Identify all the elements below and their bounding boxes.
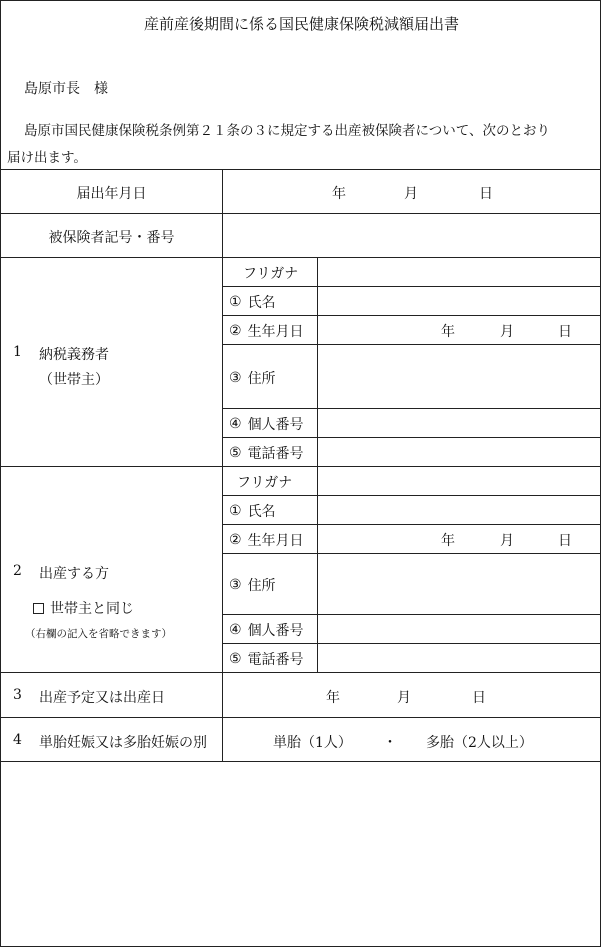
pregnancy-type-label: 単胎妊娠又は多胎妊娠の別 [39, 735, 207, 751]
rule [1, 717, 601, 718]
filing-date-day: 日 [479, 186, 493, 202]
birth-person-label: 出産する方 [39, 566, 109, 582]
circled-number: ⑤ [229, 445, 242, 461]
birth-furigana-field[interactable] [318, 467, 601, 495]
insured-number-label: 被保険者記号・番号 [48, 230, 175, 246]
form-title: 産前産後期間に係る国民健康保険税減額届出書 [143, 15, 459, 33]
birth-person-birth-day: 日 [558, 533, 572, 549]
birth-name-field[interactable] [318, 496, 601, 524]
address-label-2 [229, 575, 276, 595]
taxpayer-birth-month: 月 [500, 324, 514, 340]
taxpayer-number: 1 [13, 344, 22, 360]
circled-number: ⑤ [229, 651, 242, 667]
option-separator: ・ [383, 735, 397, 751]
same-as-head-option[interactable] [33, 598, 134, 618]
furigana-label-2: フリガナ [237, 475, 293, 491]
circled-number: ① [229, 294, 242, 310]
birth-person-birth-month: 月 [500, 533, 514, 549]
taxpayer-phone-field[interactable] [318, 438, 601, 466]
single-pregnancy-option[interactable]: 単胎（1人） [273, 735, 352, 751]
birth-address-field[interactable] [318, 554, 601, 614]
birth-person-birth-year: 年 [441, 533, 455, 549]
circled-number: ② [229, 532, 242, 548]
phone-label [229, 443, 304, 463]
circled-number: ③ [229, 577, 242, 593]
birth-phone-field[interactable] [318, 644, 601, 672]
multiple-pregnancy-option[interactable]: 多胎（2人以上） [426, 735, 533, 751]
address-text: 住所 [247, 578, 276, 594]
birthdate-text: 生年月日 [247, 533, 304, 549]
taxpayer-address-field[interactable] [318, 345, 601, 408]
furigana-label: フリガナ [243, 266, 299, 282]
due-date-number: 3 [13, 687, 22, 703]
name-label [229, 292, 276, 312]
intro-line-2: 届け出ます。 [7, 150, 87, 166]
circled-number: ③ [229, 370, 242, 386]
intro-line-1: 島原市国民健康保険税条例第２１条の３に規定する出産被保険者について、次のとおり [24, 123, 550, 139]
same-as-head-text: 世帯主と同じ [50, 601, 134, 617]
due-date-month: 月 [397, 690, 411, 706]
taxpayer-name-field[interactable] [318, 287, 601, 315]
circled-number: ④ [229, 416, 242, 432]
birthdate-text: 生年月日 [247, 324, 304, 340]
addressee: 島原市長 様 [24, 81, 108, 97]
phone-text: 電話番号 [247, 652, 304, 668]
phone-text: 電話番号 [247, 446, 304, 462]
due-date-year: 年 [326, 690, 340, 706]
circled-number: ② [229, 323, 242, 339]
birth-person-number: 2 [13, 563, 22, 579]
taxpayer-furigana-field[interactable] [318, 258, 601, 286]
taxpayer-birth-year: 年 [441, 324, 455, 340]
address-text: 住所 [247, 371, 276, 387]
birth-personal-number-field[interactable] [318, 615, 601, 643]
insured-number-field[interactable] [223, 214, 601, 257]
omit-note: （右欄の記入を省略できます） [25, 628, 172, 640]
filing-date-label: 届出年月日 [76, 186, 147, 202]
due-date-field[interactable] [223, 673, 601, 717]
circled-number: ④ [229, 622, 242, 638]
name-label-2 [229, 501, 276, 521]
name-text: 氏名 [247, 295, 276, 311]
name-text: 氏名 [247, 504, 276, 520]
taxpayer-personal-number-field[interactable] [318, 409, 601, 437]
birthdate-label-2 [229, 530, 304, 550]
birthdate-label [229, 321, 304, 341]
personal-number-label [229, 414, 304, 434]
pregnancy-type-number: 4 [13, 732, 22, 748]
phone-label-2 [229, 649, 304, 669]
taxpayer-label: 納税義務者 [39, 347, 109, 363]
due-date-day: 日 [472, 690, 486, 706]
notes-area [1, 762, 600, 946]
personal-number-text: 個人番号 [247, 417, 304, 433]
filing-date-year: 年 [332, 186, 346, 202]
same-as-head-checkbox[interactable] [33, 603, 44, 614]
personal-number-label-2 [229, 620, 304, 640]
filing-date-month: 月 [404, 186, 418, 202]
taxpayer-birth-day: 日 [558, 324, 572, 340]
address-label [229, 368, 276, 388]
taxpayer-sub: （世帯主） [39, 372, 109, 388]
circled-number: ① [229, 503, 242, 519]
personal-number-text: 個人番号 [247, 623, 304, 639]
due-date-label: 出産予定又は出産日 [39, 690, 165, 706]
